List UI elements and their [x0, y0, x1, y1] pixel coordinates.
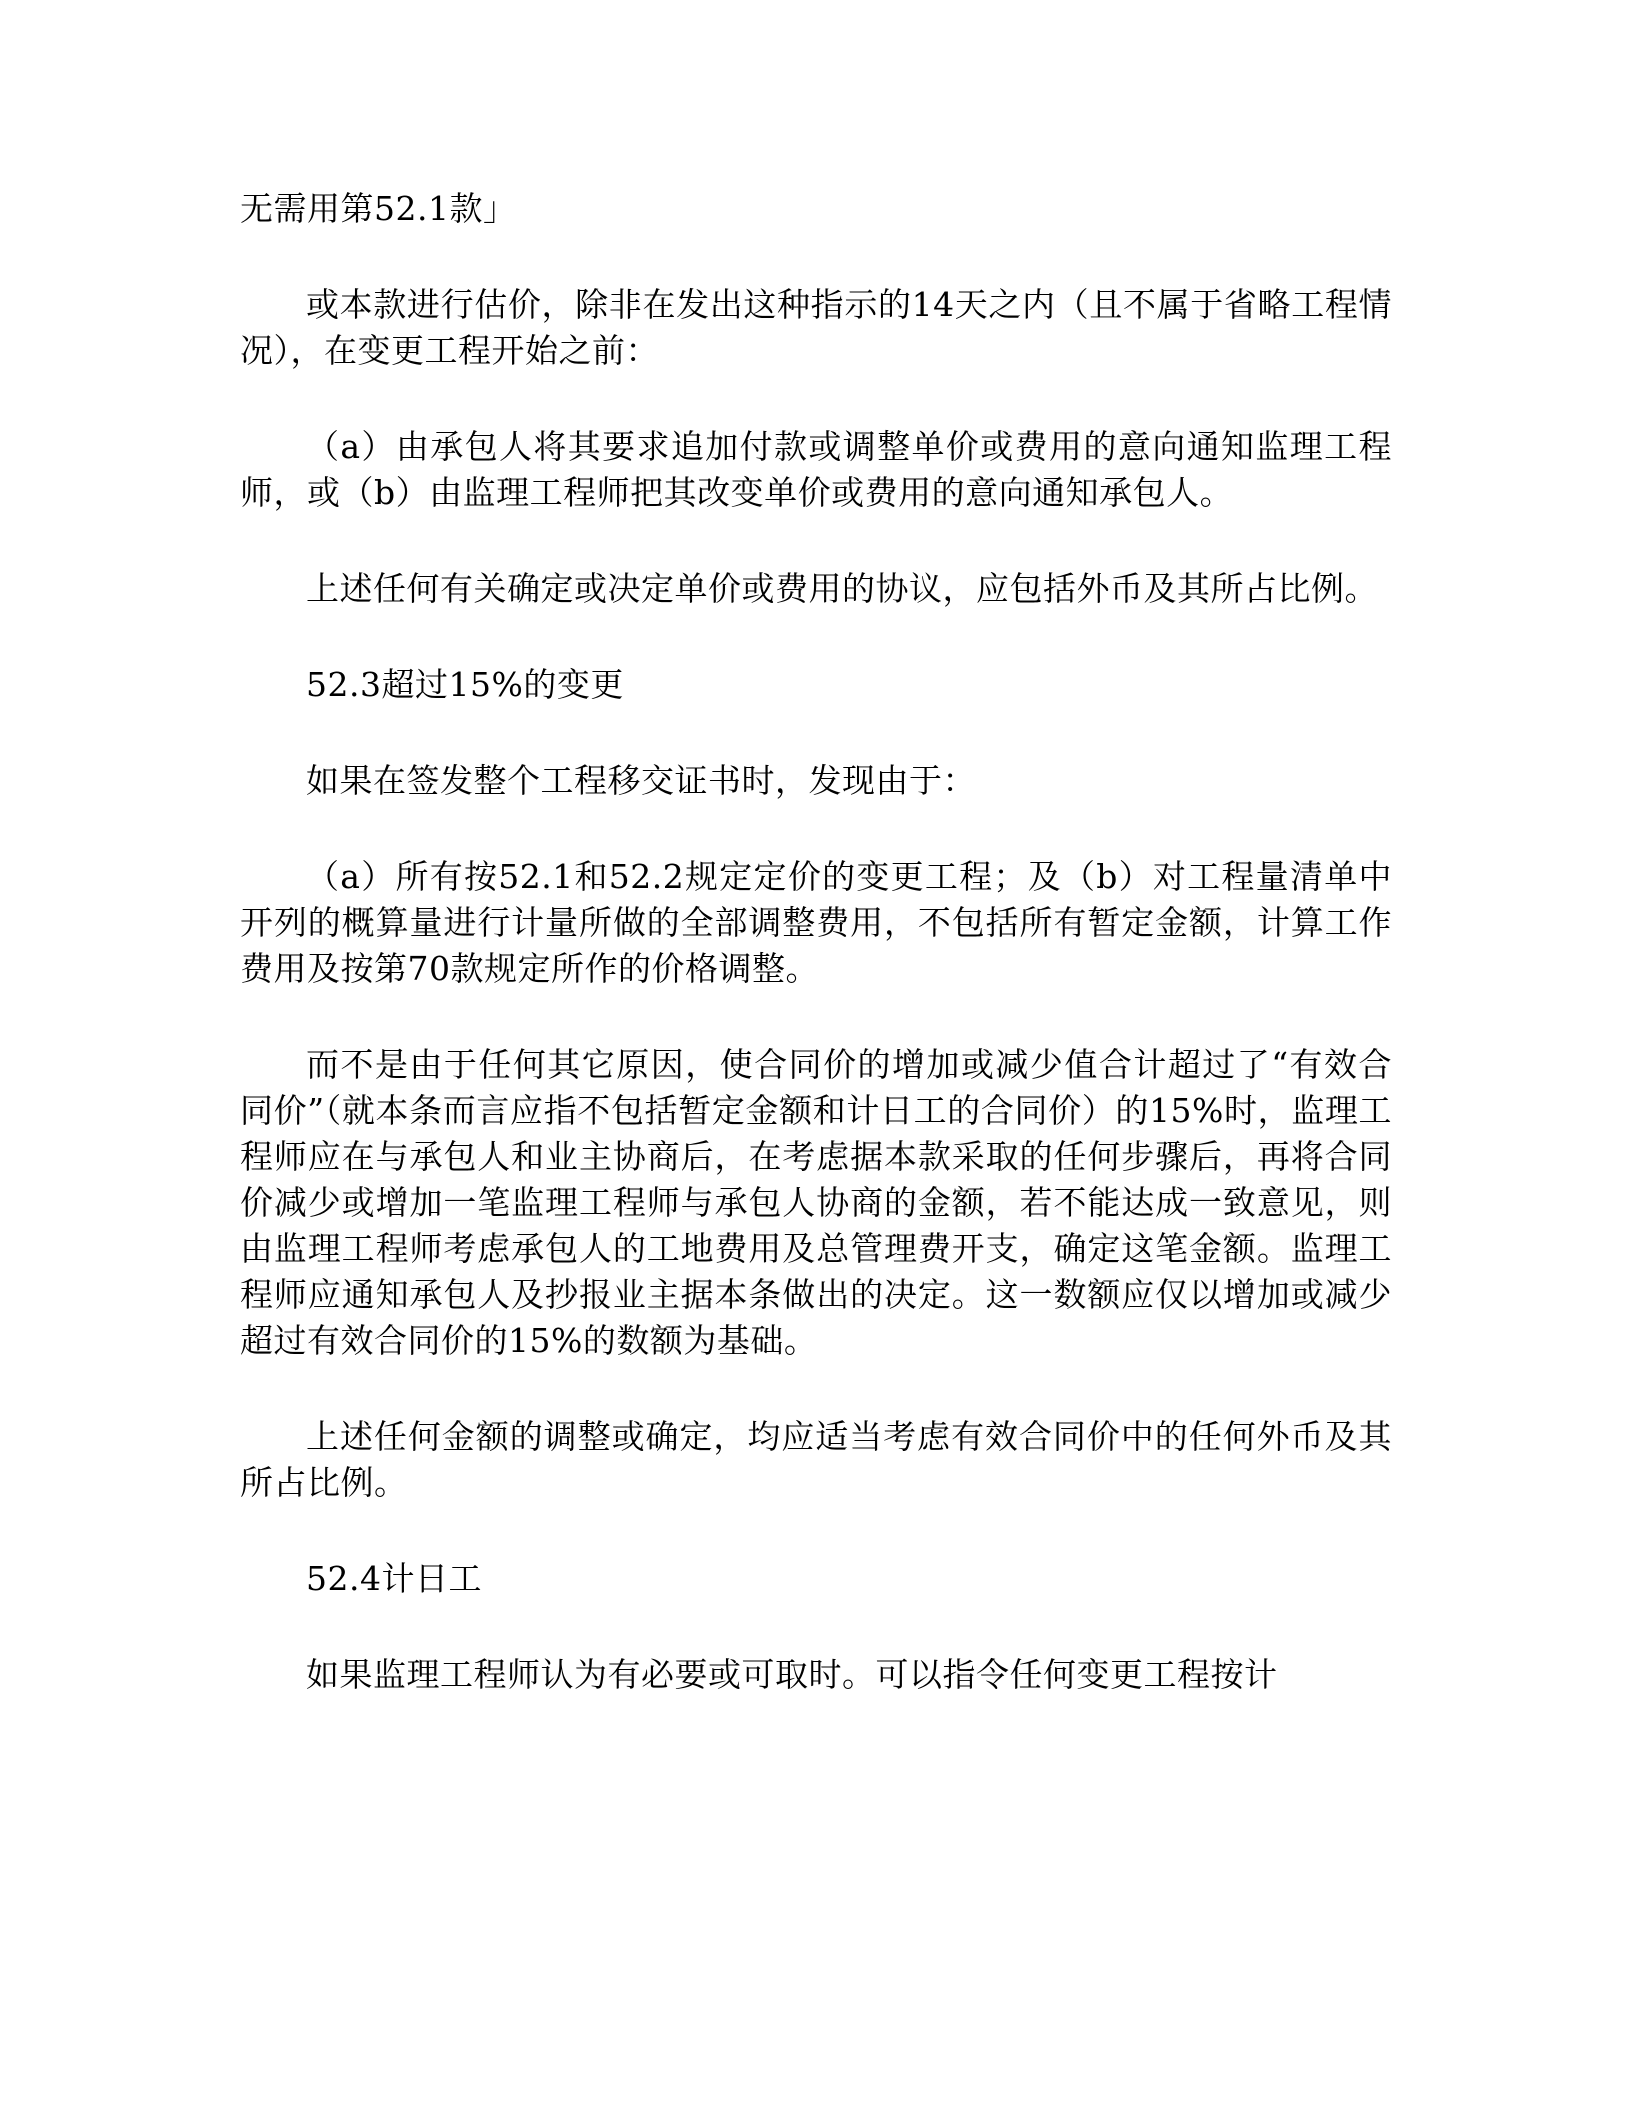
paragraph-notice: （a）由承包人将其要求追加付款或调整单价或费用的意向通知监理工程师，或（b）由监理工程师把其改变单价或费用的意向通知承包人。: [240, 427, 1392, 512]
section-heading-52-3: 52.3超过15%的变更: [306, 665, 624, 704]
paragraph-daywork: 如果监理工程师认为有必要或可取时。可以指令任何变更工程按计: [306, 1655, 1278, 1694]
paragraph-continuation: 无需用第52.1款」: [240, 189, 517, 228]
paragraph-effective-contract-price: 而不是由于任何其它原因，使合同价的增加或减少值合计超过了“有效合同价”（就本条而言应指不包括暂定金额和计日工的合同价）的15%时，监理工程师应在与承包人和业主协商后，在考虑据本款采取的任何步骤后，再将合同价减少或增加一笔监理工程师与承包人协商的金额，若不能达成一致意见，则由监理工程师考虑承包人的工地费用及总管理费开支，确定这笔金额。监理工程师应通知承包人及抄报业主据本条做出的决定。这一数额应仅以增加或减少超过有效合同价的15%的数额为基础。: [240, 1045, 1392, 1360]
section-heading-52-4: 52.4计日工: [306, 1559, 482, 1598]
paragraph-adjustment: 上述任何金额的调整或确定，均应适当考虑有效合同价中的任何外币及其所占比例。: [240, 1417, 1392, 1502]
paragraph-foreign-currency: 上述任何有关确定或决定单价或费用的协议，应包括外币及其所占比例。: [306, 569, 1378, 608]
paragraph-valuation: 或本款进行估价，除非在发出这种指示的14天之内（且不属于省略工程情况），在变更工程开始之前：: [240, 285, 1392, 370]
document-body: [240, 186, 1392, 1698]
paragraph-variations-list: （a）所有按52.1和52.2规定定价的变更工程；及（b）对工程量清单中开列的概算量进行计量所做的全部调整费用，不包括所有暂定金额，计算工作费用及按第70款规定所作的价格调整。: [240, 857, 1392, 988]
paragraph-taking-over: 如果在签发整个工程移交证书时，发现由于：: [306, 761, 976, 800]
